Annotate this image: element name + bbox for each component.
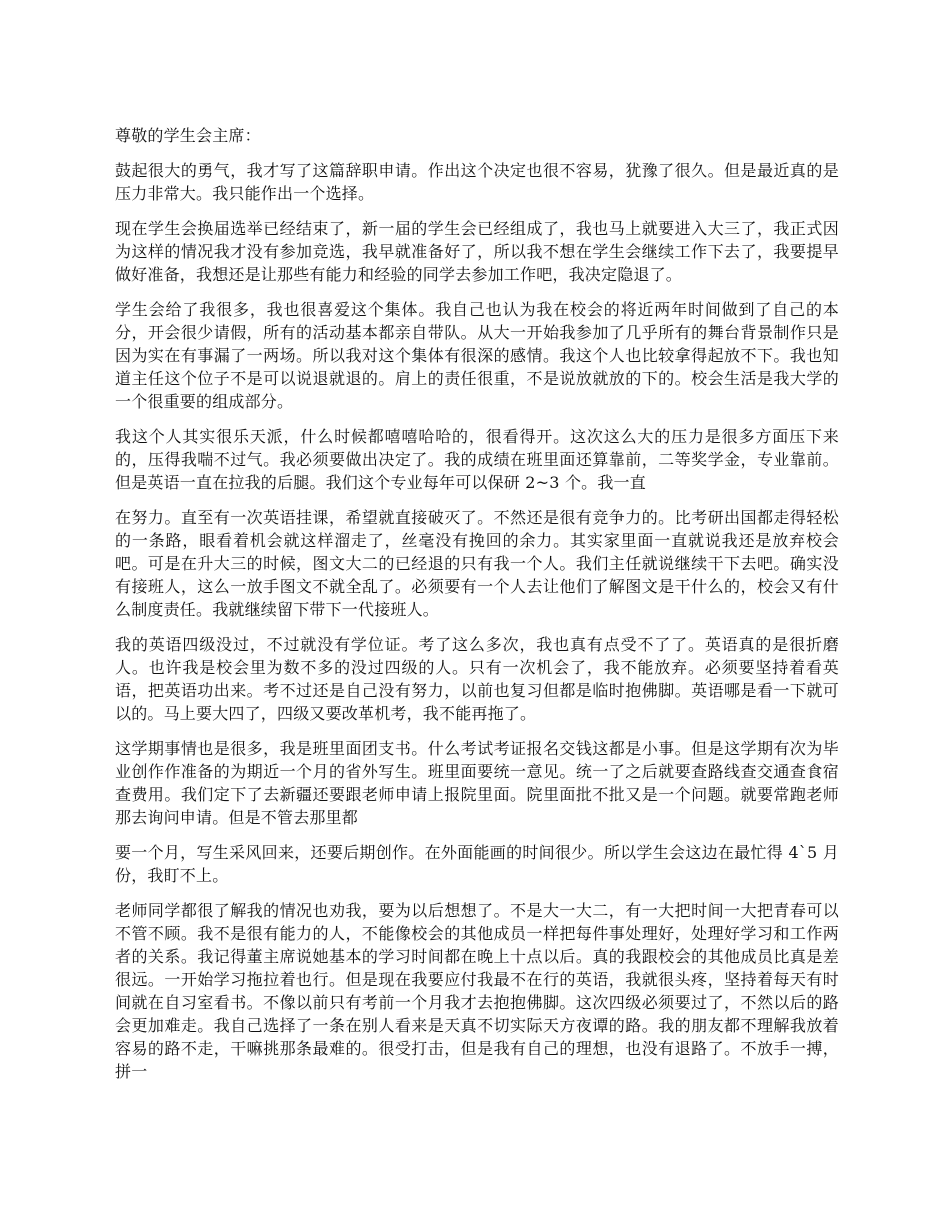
paragraph: 在努力。直至有一次英语挂课，希望就直接破灭了。不然还是很有竞争力的。比考研出国都走得轻松的一条路，眼看着机会就这样溜走了，丝毫没有挽回的余力。其实家里面一直就说我还是放弃校会吧。可是在升大三的时候，图文大二的已经退的只有我一个人。我们主任就说继续干下去吧。确实没有接班人，这么一放手图文不就全乱了。必须要有一个人去让他们了解图文是干什么的，校会又有什么制度责任。我就继续留下带下一代接班人。: [115, 508, 839, 619]
paragraph: 要一个月，写生采风回来，还要后期创作。在外面能画的时间很少。所以学生会这边在最忙得 4`5 月份，我盯不上。: [115, 843, 839, 885]
paragraph: 老师同学都很了解我的情况也劝我，要为以后想想了。不是大一大二，有一大把时间一大把青春可以不管不顾。我不是很有能力的人，不能像校会的其他成员一样把每件事处理好，处理好学习和工作两者的关系。我记得董主席说她基本的学习时间都在晚上十点以后。真的我跟校会的其他成员比真是差很远。一开始学习拖拉着也行。但是现在我要应付我最不在行的英语，我就很头疼，坚持着每天有时间就在自习室看书。不像以前只有考前一个月我才去抱抱佛脚。这次四级必须要过了，不然以后的路会更加难走。我自己选择了一条在别人看来是天真不切实际天方夜谭的路。我的朋友都不理解我放着容易的路不走，干嘛挑那条最难的。很受打击，但是我有自己的理想，也没有退路了。不放手一搏，拼一: [115, 901, 839, 1081]
salutation: 尊敬的学生会主席：: [115, 126, 261, 145]
paragraph: 我这个人其实很乐天派，什么时候都嘻嘻哈哈的，很看得开。这次这么大的压力是很多方面压下来的，压得我喘不过气。我必须要做出决定了。我的成绩在班里面还算靠前，二等奖学金，专业靠前。但是英语一直在拉我的后腿。我们这个专业每年可以保研 2~3 个。我一直: [115, 427, 839, 492]
document-body: [115, 124, 839, 1095]
paragraph: 我的英语四级没过，不过就没有学位证。考了这么多次，我也真有点受不了了。英语真的是很折磨人。也许我是校会里为数不多的没过四级的人。只有一次机会了，我不能放弃。必须要坚持着看英语，把英语功出来。考不过还是自己没有努力，以前也复习但都是临时抱佛脚。英语哪是看一下就可以的。马上要大四了，四级又要改革机考，我不能再拖了。: [115, 635, 839, 723]
paragraph: 鼓起很大的勇气，我才写了这篇辞职申请。作出这个决定也很不容易，犹豫了很久。但是最近真的是压力非常大。我只能作出一个选择。: [115, 161, 839, 203]
paragraph: 学生会给了我很多，我也很喜爱这个集体。我自己也认为我在校会的将近两年时间做到了自己的本分，开会很少请假，所有的活动基本都亲自带队。从大一开始我参加了几乎所有的舞台背景制作只是因为实在有事漏了一两场。所以我对这个集体有很深的感情。我这个人也比较拿得起放不下。我也知道主任这个位子不是可以说退就退的。肩上的责任很重，不是说放就放的下的。校会生活是我大学的一个很重要的组成部分。: [115, 300, 839, 411]
paragraph: 这学期事情也是很多，我是班里面团支书。什么考试考证报名交钱这都是小事。但是这学期有次为毕业创作作准备的为期近一个月的省外写生。班里面要统一意见。统一了之后就要查路线查交通查食宿查费用。我们定下了去新疆还要跟老师申请上报院里面。院里面批不批又是一个问题。就要常跑老师那去询问申请。但是不管去那里都: [115, 739, 839, 827]
paragraph: 现在学生会换届选举已经结束了，新一届的学生会已经组成了，我也马上就要进入大三了，我正式因为这样的情况我才没有参加竞选，我早就准备好了，所以我不想在学生会继续工作下去了，我要提早做好准备，我想还是让那些有能力和经验的同学去参加工作吧，我决定隐退了。: [115, 219, 839, 284]
